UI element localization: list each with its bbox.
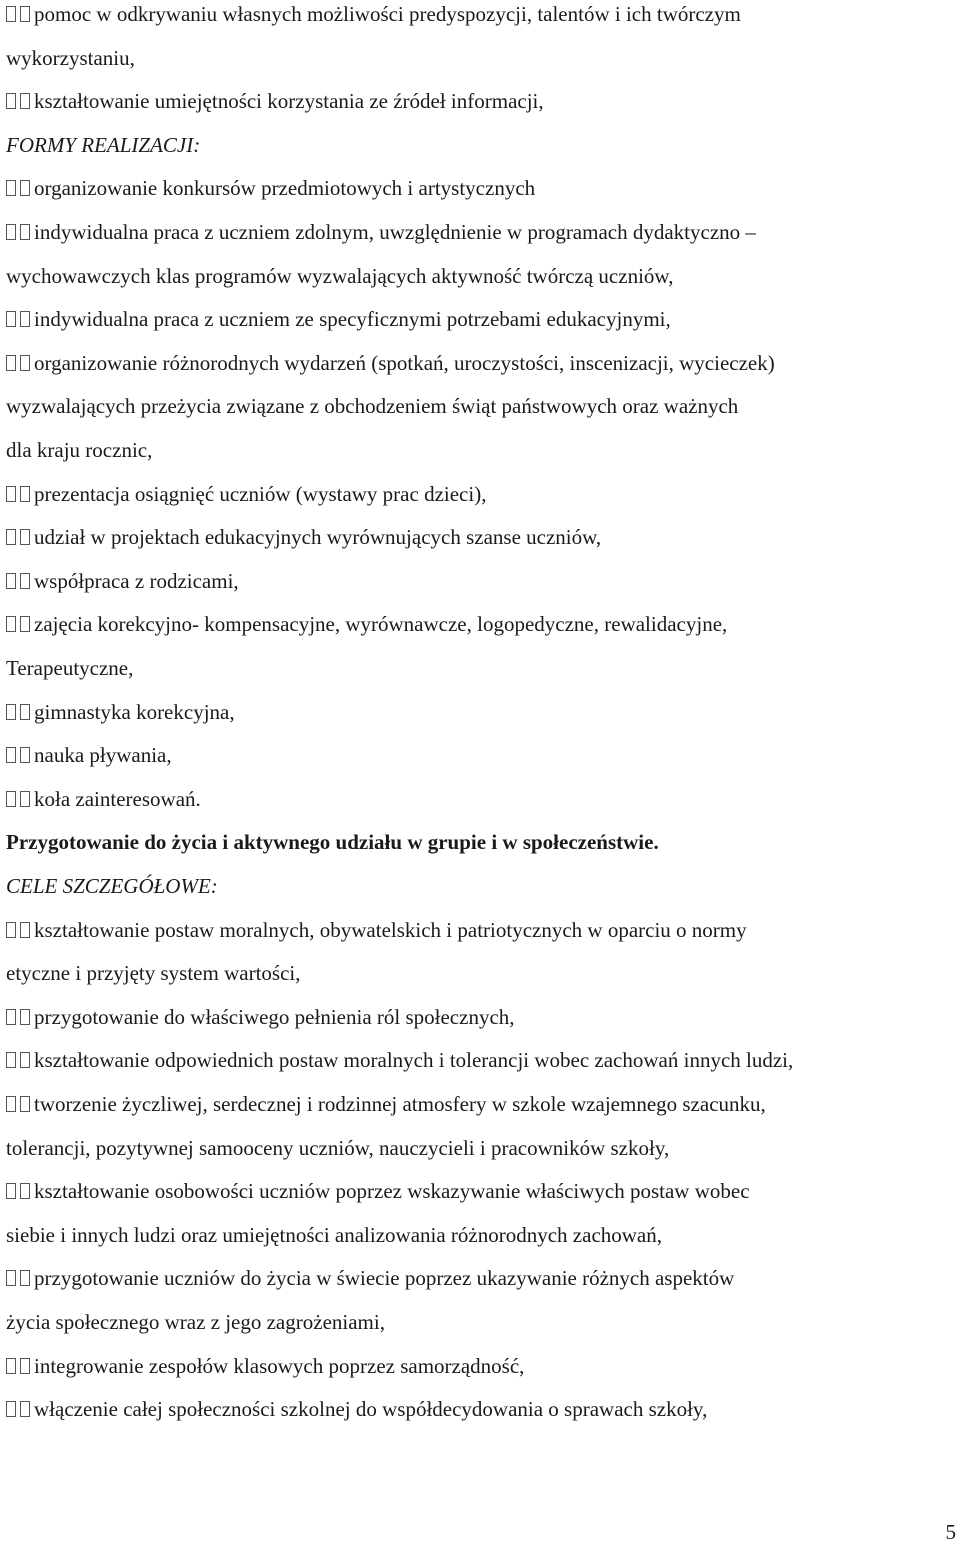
bullet-item-text: pomoc w odkrywaniu własnych możliwości predyspozycji, talentów i ich twórczym bbox=[34, 2, 741, 26]
missing-glyph-bullet-icon bbox=[20, 6, 30, 22]
bullet-item bbox=[6, 480, 486, 508]
missing-glyph-bullet-icon bbox=[6, 1358, 16, 1374]
bullet-item-text: organizowanie różnorodnych wydarzeń (spotkań, uroczystości, inscenizacji, wycieczek) bbox=[34, 350, 775, 375]
bullet-item-text: organizowanie konkursów przedmiotowych i artystycznych bbox=[34, 176, 536, 201]
missing-glyph-bullet-icon bbox=[6, 616, 16, 632]
bullet-item bbox=[6, 218, 756, 246]
bullet-item-text: zajęcia korekcyjno- kompensacyjne, wyrównawcze, logopedyczne, rewalidacyjne, bbox=[34, 612, 728, 637]
continuation-line: wykorzystaniu, bbox=[6, 45, 135, 70]
bullet-item-text: przygotowanie do właściwego pełnienia ról społecznych, bbox=[34, 1004, 515, 1029]
page-number: 5 bbox=[945, 1520, 956, 1544]
missing-glyph-bullet-icon bbox=[20, 180, 30, 196]
bullet-item-text: przygotowanie uczniów do życia w świecie poprzez ukazywanie różnych aspektów bbox=[34, 1266, 735, 1291]
missing-glyph-bullet-icon bbox=[20, 1183, 30, 1199]
bullet-item-text: gimnastyka korekcyjna, bbox=[34, 699, 235, 724]
missing-glyph-bullet-icon bbox=[20, 1401, 30, 1417]
missing-glyph-bullet-icon bbox=[6, 791, 16, 807]
missing-glyph-bullet-icon bbox=[20, 311, 30, 327]
section-heading: CELE SZCZEGÓŁOWE: bbox=[6, 874, 218, 898]
continuation-line: życia społecznego wraz z jego zagrożeniami, bbox=[6, 1310, 385, 1334]
missing-glyph-bullet-icon bbox=[6, 1270, 16, 1286]
bullet-item-text: kształtowanie odpowiednich postaw moralnych i tolerancji wobec zachowań innych ludzi, bbox=[34, 1048, 794, 1073]
missing-glyph-bullet-icon bbox=[6, 704, 16, 720]
missing-glyph-bullet-icon bbox=[6, 529, 16, 545]
bullet-item-text: udział w projektach edukacyjnych wyrównujących szanse uczniów, bbox=[34, 525, 602, 550]
missing-glyph-bullet-icon bbox=[20, 529, 30, 545]
missing-glyph-bullet-icon bbox=[6, 93, 16, 109]
bullet-item bbox=[6, 1046, 793, 1074]
bullet-item bbox=[6, 174, 535, 202]
bullet-item bbox=[6, 1395, 707, 1423]
bullet-item-text: indywidualna praca z uczniem zdolnym, uwzględnienie w programach dydaktyczno – bbox=[34, 220, 756, 244]
bullet-item-text: kształtowanie umiejętności korzystania ze źródeł informacji, bbox=[34, 89, 544, 114]
missing-glyph-bullet-icon bbox=[6, 486, 16, 502]
continuation-line: wychowawczych klas programów wyzwalających aktywność twórczą uczniów, bbox=[6, 263, 674, 288]
bullet-item bbox=[6, 523, 601, 551]
bullet-item-text: tworzenie życzliwej, serdecznej i rodzinnej atmosfery w szkole wzajemnego szacunku, bbox=[34, 1092, 766, 1116]
missing-glyph-bullet-icon bbox=[6, 1401, 16, 1417]
bullet-item-text: kształtowanie postaw moralnych, obywatelskich i patriotycznych w oparciu o normy bbox=[34, 917, 747, 942]
missing-glyph-bullet-icon bbox=[6, 224, 16, 240]
missing-glyph-bullet-icon bbox=[20, 1096, 30, 1112]
missing-glyph-bullet-icon bbox=[20, 1052, 30, 1068]
missing-glyph-bullet-icon bbox=[6, 1096, 16, 1112]
bullet-item bbox=[6, 1003, 515, 1031]
missing-glyph-bullet-icon bbox=[6, 1052, 16, 1068]
missing-glyph-bullet-icon bbox=[20, 747, 30, 763]
missing-glyph-bullet-icon bbox=[20, 224, 30, 240]
bullet-item bbox=[6, 1090, 766, 1118]
missing-glyph-bullet-icon bbox=[20, 1270, 30, 1286]
missing-glyph-bullet-icon bbox=[20, 616, 30, 632]
bullet-item bbox=[6, 349, 775, 377]
missing-glyph-bullet-icon bbox=[6, 1183, 16, 1199]
missing-glyph-bullet-icon bbox=[20, 93, 30, 109]
bullet-item bbox=[6, 1352, 524, 1380]
bullet-item bbox=[6, 610, 727, 638]
bullet-item bbox=[6, 916, 747, 944]
bullet-item bbox=[6, 0, 741, 28]
missing-glyph-bullet-icon bbox=[6, 922, 16, 938]
continuation-line: siebie i innych ludzi oraz umiejętności analizowania różnorodnych zachowań, bbox=[6, 1222, 663, 1247]
continuation-line: Terapeutyczne, bbox=[6, 656, 134, 680]
bullet-item bbox=[6, 698, 235, 726]
continuation-line: wyzwalających przeżycia związane z obchodzeniem świąt państwowych oraz ważnych bbox=[6, 394, 739, 419]
missing-glyph-bullet-icon bbox=[6, 180, 16, 196]
missing-glyph-bullet-icon bbox=[6, 311, 16, 327]
missing-glyph-bullet-icon bbox=[20, 1358, 30, 1374]
missing-glyph-bullet-icon bbox=[20, 791, 30, 807]
missing-glyph-bullet-icon bbox=[6, 6, 16, 22]
bullet-item-text: indywidualna praca z uczniem ze specyficznymi potrzebami edukacyjnymi, bbox=[34, 307, 671, 332]
section-heading: FORMY REALIZACJI: bbox=[6, 132, 201, 157]
bullet-item bbox=[6, 741, 172, 769]
missing-glyph-bullet-icon bbox=[20, 573, 30, 589]
missing-glyph-bullet-icon bbox=[20, 486, 30, 502]
section-title: Przygotowanie do życia i aktywnego udziału w grupie i w społeczeństwie. bbox=[6, 830, 659, 855]
missing-glyph-bullet-icon bbox=[20, 704, 30, 720]
missing-glyph-bullet-icon bbox=[6, 355, 16, 371]
bullet-item bbox=[6, 1177, 750, 1205]
bullet-item bbox=[6, 87, 544, 115]
continuation-line: dla kraju rocznic, bbox=[6, 438, 153, 462]
bullet-item bbox=[6, 785, 201, 813]
bullet-item-text: integrowanie zespołów klasowych poprzez samorządność, bbox=[34, 1353, 525, 1378]
missing-glyph-bullet-icon bbox=[20, 355, 30, 371]
bullet-item-text: koła zainteresowań. bbox=[34, 786, 201, 811]
bullet-item-text: włączenie całej społeczności szkolnej do współdecydowania o sprawach szkoły, bbox=[34, 1397, 708, 1422]
missing-glyph-bullet-icon bbox=[6, 747, 16, 763]
missing-glyph-bullet-icon bbox=[6, 1009, 16, 1025]
bullet-item-text: współpraca z rodzicami, bbox=[34, 568, 239, 593]
missing-glyph-bullet-icon bbox=[6, 573, 16, 589]
bullet-item bbox=[6, 1264, 734, 1292]
continuation-line: tolerancji, pozytywnej samooceny uczniów, nauczycieli i pracowników szkoły, bbox=[6, 1135, 670, 1160]
bullet-item bbox=[6, 305, 671, 333]
continuation-line: etyczne i przyjęty system wartości, bbox=[6, 961, 301, 986]
bullet-item bbox=[6, 567, 239, 595]
missing-glyph-bullet-icon bbox=[20, 922, 30, 938]
bullet-item-text: nauka pływania, bbox=[34, 743, 172, 768]
missing-glyph-bullet-icon bbox=[20, 1009, 30, 1025]
bullet-item-text: prezentacja osiągnięć uczniów (wystawy prac dzieci), bbox=[34, 481, 487, 506]
bullet-item-text: kształtowanie osobowości uczniów poprzez wskazywanie właściwych postaw wobec bbox=[34, 1179, 750, 1204]
